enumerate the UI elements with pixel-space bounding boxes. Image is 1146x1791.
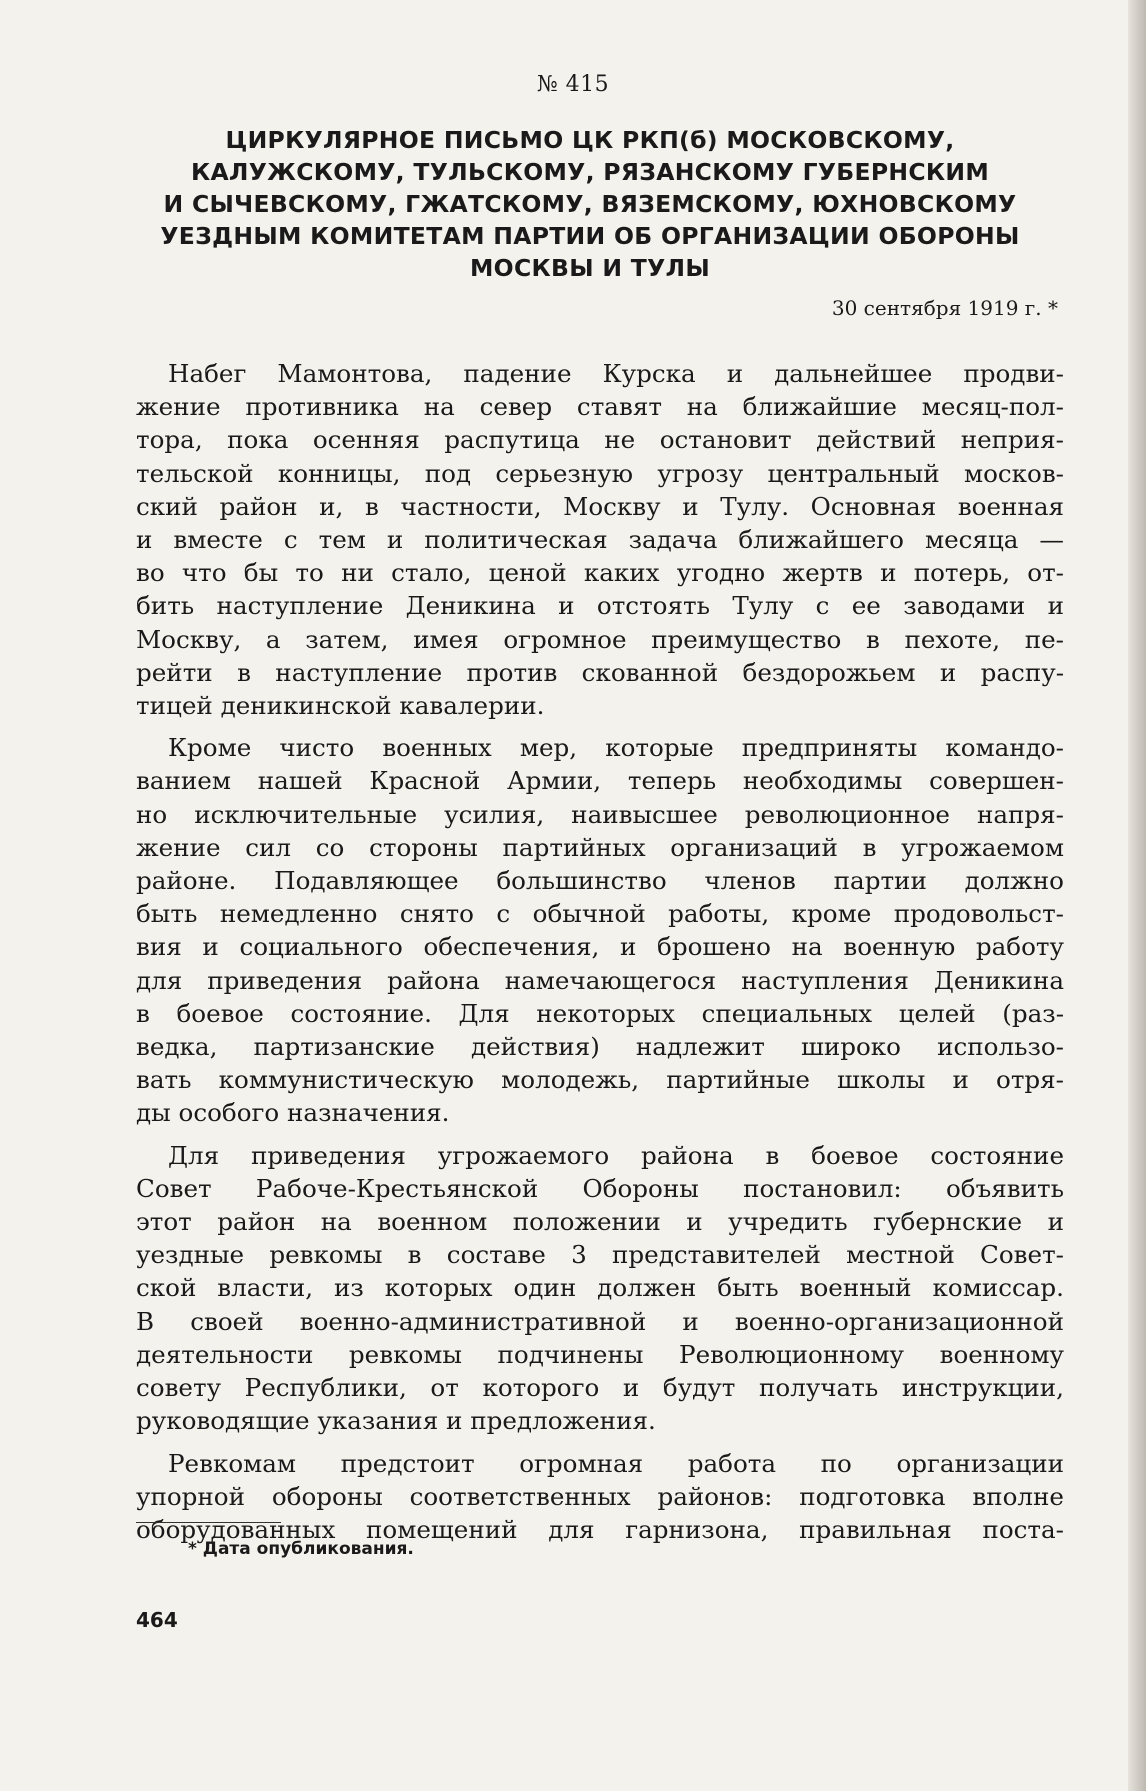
text-line: вать коммунистическую молодежь, партийные школы и отря- xyxy=(136,1065,1064,1095)
text-line: Ревкомам предстоит огромная работа по организации xyxy=(168,1448,1064,1478)
text-line: Москву, а затем, имея огромное преимущество в пехоте, пе- xyxy=(136,624,1064,654)
text-line: деятельности ревкомы подчинены Революционному военному xyxy=(136,1339,1064,1369)
title-line: И СЫЧЕВСКОМУ, ГЖАТСКОМУ, ВЯЗЕМСКОМУ, ЮХНОВСКОМУ xyxy=(163,190,1017,218)
footnote: * Дата опубликования. xyxy=(188,1539,414,1559)
text-line: рейти в наступление против скованной бездорожьем и распу- xyxy=(136,657,1064,687)
text-line: жение сил со стороны партийных организаций в угрожаемом xyxy=(136,832,1064,862)
text-line: ведка, партизанские действия) надлежит широко использо- xyxy=(136,1032,1064,1062)
text-line: и вместе с тем и политическая задача ближайшего месяца — xyxy=(136,525,1064,555)
text-line: для приведения района намечающегося наступления Деникина xyxy=(136,965,1064,995)
document-title xyxy=(140,124,1040,284)
text-line: уездные ревкомы в составе 3 представителей местной Совет- xyxy=(136,1240,1064,1270)
title-line: КАЛУЖСКОМУ, ТУЛЬСКОМУ, РЯЗАНСКОМУ ГУБЕРНСКИМ xyxy=(190,158,990,186)
text-line: этот район на военном положении и учредить губернские и xyxy=(136,1207,1064,1237)
text-line: жение противника на север ставят на ближайшие месяц-пол- xyxy=(136,392,1064,422)
document-date: 30 сентября 1919 г. * xyxy=(831,296,1058,320)
paragraph xyxy=(136,1447,1064,1547)
footnote-divider xyxy=(136,1522,281,1523)
title-line: ЦИРКУЛЯРНОЕ ПИСЬМО ЦК РКП(б) МОСКОВСКОМУ, xyxy=(225,126,955,154)
title-line: УЕЗДНЫМ КОМИТЕТАМ ПАРТИИ ОБ ОРГАНИЗАЦИИ ОБОРОНЫ xyxy=(160,222,1020,250)
text-line: Набег Мамонтова, падение Курска и дальнейшее продви- xyxy=(168,359,1064,388)
text-line: но исключительные усилия, наивысшее революционное напря- xyxy=(136,799,1064,829)
text-line: бить наступление Деникина и отстоять Тулу с ее заводами и xyxy=(136,591,1064,621)
text-line: быть немедленно снято с обычной работы, кроме продовольст- xyxy=(136,899,1064,929)
text-line: В своей военно-административной и военно-организационной xyxy=(136,1306,1064,1336)
text-line: ский район и, в частности, Москву и Тулу. Основная военная xyxy=(136,491,1064,521)
document-number: № 415 xyxy=(536,72,610,97)
text-line: тора, пока осенняя распутица не остановит действий неприя- xyxy=(136,425,1064,455)
text-line: вия и социального обеспечения, и брошено на военную работу xyxy=(136,932,1064,962)
page-number: 464 xyxy=(136,1608,178,1632)
text-line: тельской конницы, под серьезную угрозу центральный москов- xyxy=(136,458,1064,488)
text-line: ской власти, из которых один должен быть военный комиссар. xyxy=(136,1273,1064,1303)
body-text xyxy=(136,357,1064,1555)
text-line: районе. Подавляющее большинство членов партии должно xyxy=(136,866,1064,896)
book-spine-shadow xyxy=(1128,0,1146,1791)
text-line: совету Республики, от которого и будут получать инструкции, xyxy=(136,1373,1064,1403)
text-line: в боевое состояние. Для некоторых специальных целей (раз- xyxy=(136,998,1064,1028)
paragraph xyxy=(136,1139,1064,1438)
text-line: тицей деникинской кавалерии. xyxy=(136,691,545,721)
title-line: МОСКВЫ И ТУЛЫ xyxy=(469,254,711,282)
text-line: ды особого назначения. xyxy=(136,1098,450,1128)
text-line: Кроме чисто военных мер, которые предприняты командо- xyxy=(168,733,1064,763)
paragraph xyxy=(136,731,1064,1129)
paragraph xyxy=(136,357,1064,722)
text-line: во что бы то ни стало, ценой каких угодно жертв и потерь, от- xyxy=(136,558,1064,588)
text-line: Для приведения угрожаемого района в боевое состояние xyxy=(168,1140,1064,1170)
text-line: руководящие указания и предложения. xyxy=(136,1406,656,1436)
text-line: ванием нашей Красной Армии, теперь необходимы совершен- xyxy=(136,766,1064,796)
text-line: упорной обороны соответственных районов: подготовка вполне xyxy=(136,1481,1064,1511)
text-line: оборудованных помещений для гарнизона, правильная поста- xyxy=(136,1514,1064,1544)
text-line: Совет Рабоче-Крестьянской Обороны постановил: объявить xyxy=(136,1173,1064,1203)
